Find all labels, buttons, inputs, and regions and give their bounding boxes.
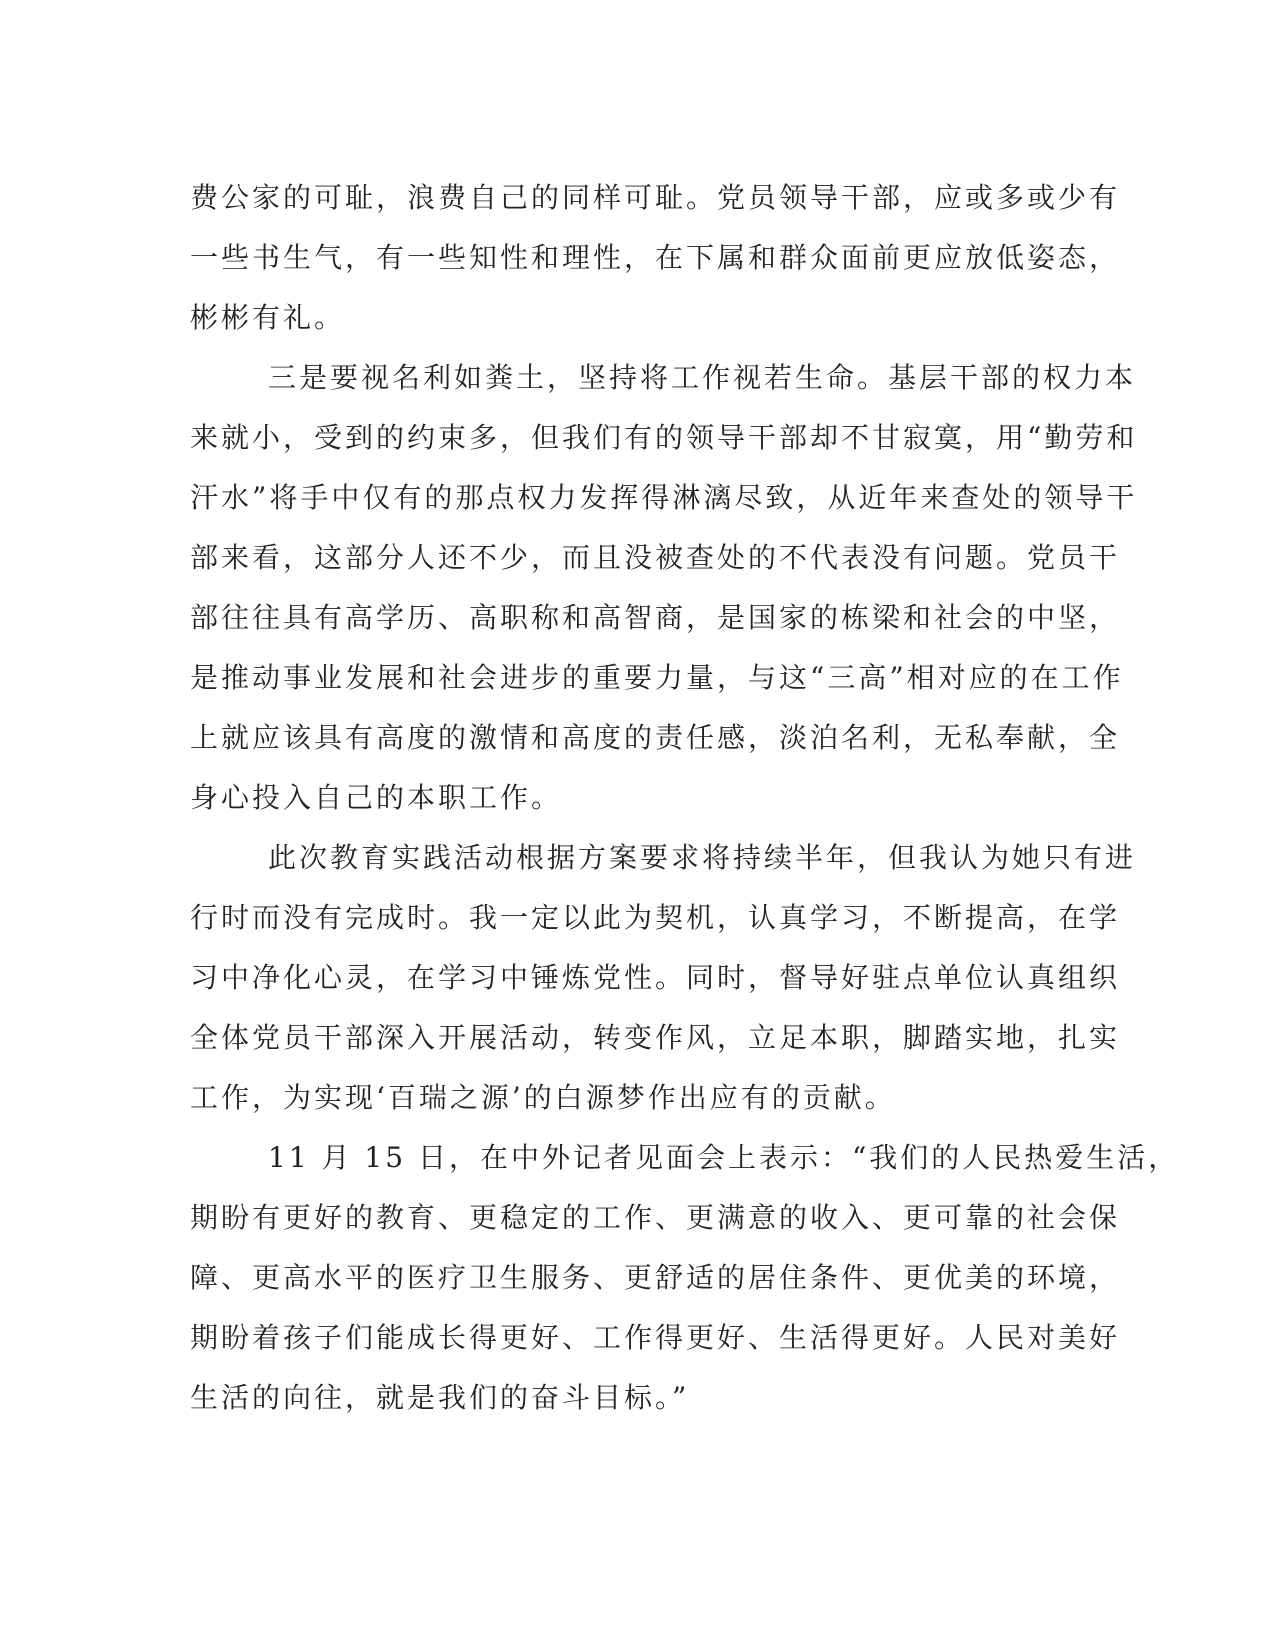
text-line: 上就应该具有高度的激情和高度的责任感，淡泊名利，无私奉献，全 bbox=[190, 721, 1121, 754]
paragraph-3 bbox=[190, 828, 1137, 1128]
text-line: 行时而没有完成时。我一定以此为契机，认真学习，不断提高，在学 bbox=[190, 901, 1121, 934]
paragraph-1 bbox=[190, 168, 1121, 348]
text-line: 生活的向往，就是我们的奋斗目标。” bbox=[190, 1381, 690, 1414]
text-line: 期盼着孩子们能成长得更好、工作得更好、生活得更好。人民对美好 bbox=[190, 1321, 1121, 1354]
text-line: 身心投入自己的本职工作。 bbox=[190, 781, 563, 814]
text-line: 此次教育实践活动根据方案要求将持续半年，但我认为她只有进 bbox=[268, 841, 1137, 874]
text-line: 全体党员干部深入开展活动，转变作风，立足本职，脚踏实地，扎实 bbox=[190, 1021, 1121, 1054]
text-line: 彬彬有礼。 bbox=[190, 301, 346, 334]
text-line: 费公家的可耻，浪费自己的同样可耻。党员领导干部，应或多或少有 bbox=[190, 181, 1121, 214]
body-text bbox=[190, 168, 1180, 1428]
text-line: 习中净化心灵，在学习中锤炼党性。同时，督导好驻点单位认真组织 bbox=[190, 961, 1121, 994]
text-line: 工作，为实现‘百瑞之源’的白源梦作出应有的贡献。 bbox=[190, 1081, 896, 1114]
text-line: 期盼有更好的教育、更稳定的工作、更满意的收入、更可靠的社会保 bbox=[190, 1201, 1121, 1234]
text-line: 障、更高水平的医疗卫生服务、更舒适的居住条件、更优美的环境， bbox=[190, 1261, 1121, 1294]
text-line: 部往往具有高学历、高职称和高智商，是国家的栋梁和社会的中坚， bbox=[190, 601, 1121, 634]
text-line: 来就小，受到的约束多，但我们有的领导干部却不甘寂寞，用“勤劳和 bbox=[190, 421, 1138, 454]
paragraph-2 bbox=[190, 348, 1138, 828]
text-line: 是推动事业发展和社会进步的重要力量，与这“三高”相对应的在工作 bbox=[190, 661, 1124, 694]
text-line: 部来看，这部分人还不少，而且没被查处的不代表没有问题。党员干 bbox=[190, 541, 1121, 574]
paragraph-4 bbox=[190, 1128, 1180, 1428]
text-line: 三是要视名利如粪土，坚持将工作视若生命。基层干部的权力本 bbox=[268, 361, 1137, 394]
text-line: 汗水”将手中仅有的那点权力发挥得淋漓尽致，从近年来查处的领导干 bbox=[190, 481, 1138, 514]
text-line: 11 月 15 日，在中外记者见面会上表示：“我们的人民热爱生活， bbox=[268, 1141, 1180, 1174]
text-line: 一些书生气，有一些知性和理性，在下属和群众面前更应放低姿态， bbox=[190, 241, 1121, 274]
